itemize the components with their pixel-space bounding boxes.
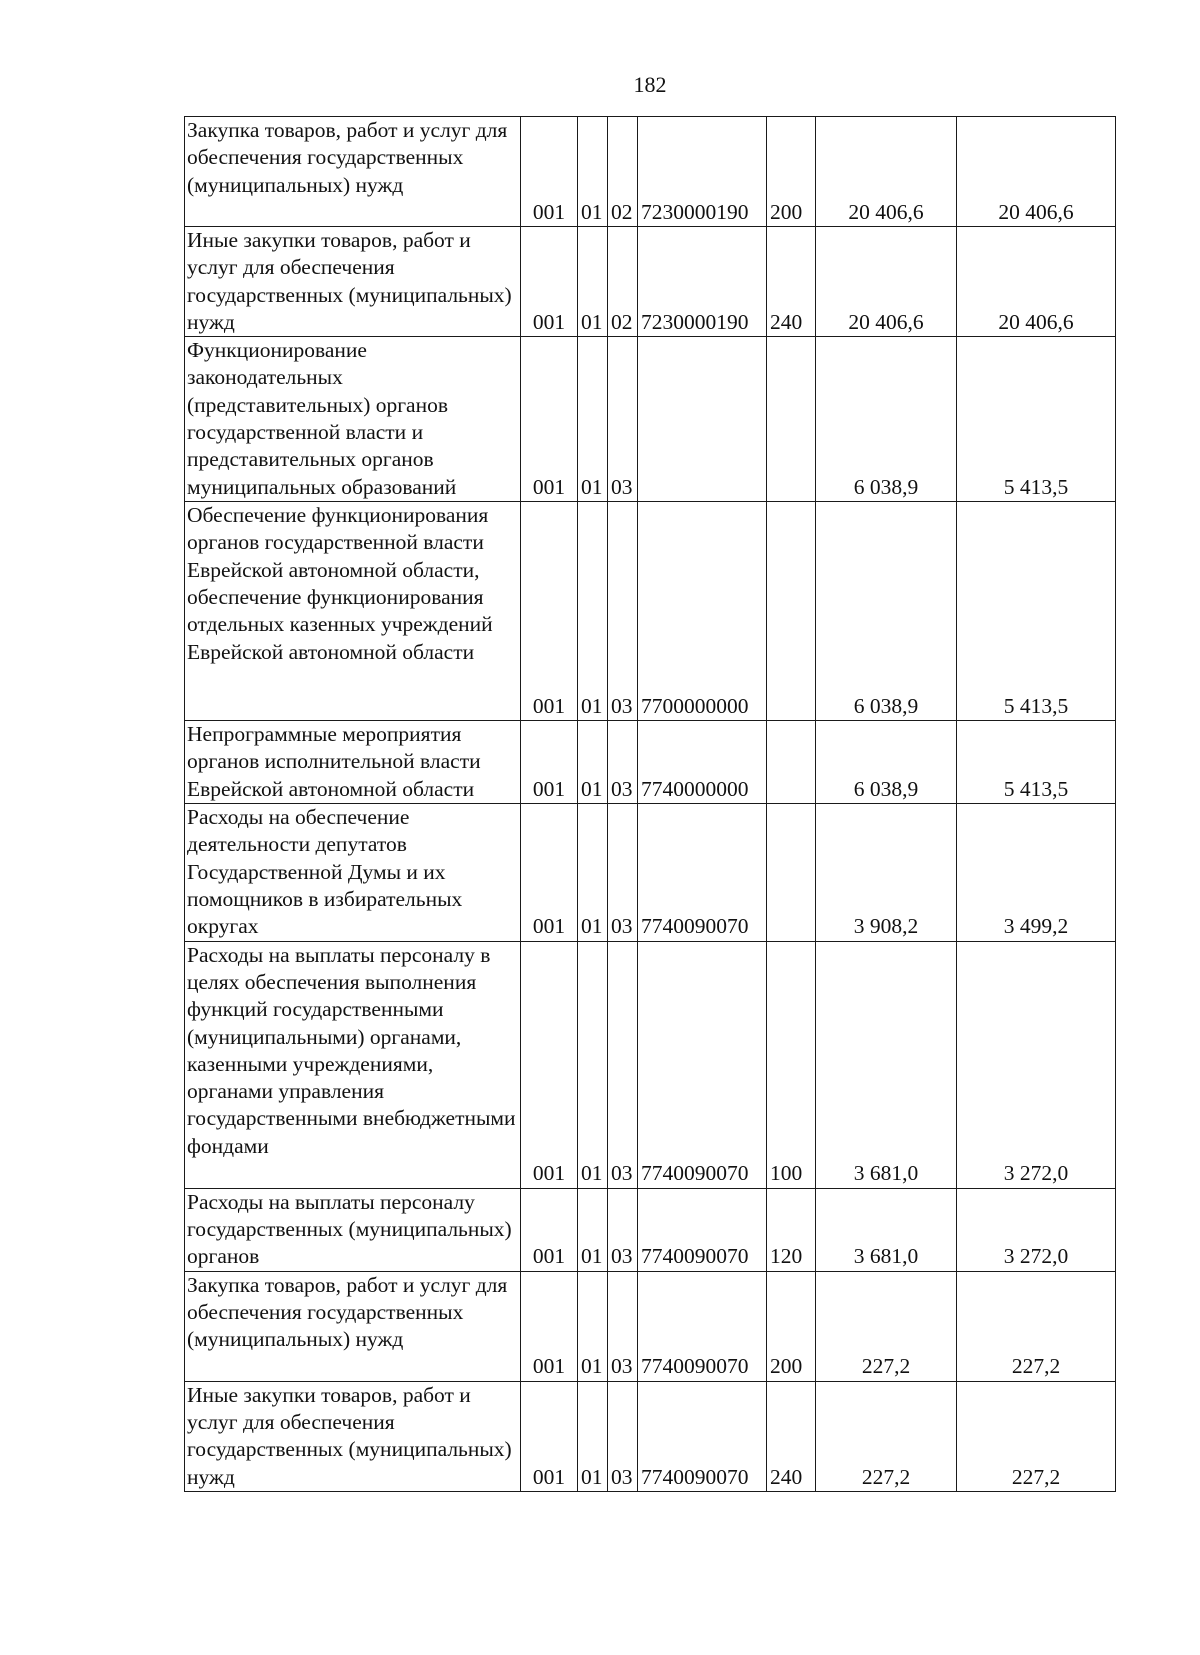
subsection-code: 03: [608, 1271, 638, 1381]
section-code: 01: [578, 941, 608, 1188]
table-row: [185, 1381, 1116, 1491]
subsection-code: 02: [608, 227, 638, 337]
target-item-code: 7740090070: [638, 804, 767, 941]
expense-type-code: [767, 337, 816, 502]
table-row: [185, 227, 1116, 337]
ved-code: 001: [521, 804, 578, 941]
expense-type-code: 240: [767, 227, 816, 337]
row-name: Закупка товаров, работ и услуг для обеспечения государственных (муниципальных) нужд: [185, 117, 521, 227]
target-item-code: 7740090070: [638, 1381, 767, 1491]
section-code: 01: [578, 227, 608, 337]
row-name: Иные закупки товаров, работ и услуг для обеспечения государственных (муниципальных) нужд: [185, 1381, 521, 1491]
row-name: Расходы на обеспечение деятельности депутатов Государственной Думы и их помощников в избирательных округах: [185, 804, 521, 941]
row-name: Функционирование законодательных (представительных) органов государственной власти и представительных органов муниципальных образований: [185, 337, 521, 502]
subsection-code: 03: [608, 337, 638, 502]
table-row: [185, 117, 1116, 227]
expense-type-code: 120: [767, 1188, 816, 1271]
expense-type-code: [767, 502, 816, 721]
target-item-code: 7740090070: [638, 941, 767, 1188]
subsection-code: 02: [608, 117, 638, 227]
subsection-code: 03: [608, 1188, 638, 1271]
section-code: 01: [578, 337, 608, 502]
target-item-code: 7230000190: [638, 117, 767, 227]
expense-type-code: 100: [767, 941, 816, 1188]
section-code: 01: [578, 1381, 608, 1491]
amount-1: 6 038,9: [816, 502, 957, 721]
row-name: Иные закупки товаров, работ и услуг для обеспечения государственных (муниципальных) нужд: [185, 227, 521, 337]
expense-type-code: [767, 721, 816, 804]
ved-code: 001: [521, 1381, 578, 1491]
budget-table: [184, 116, 1116, 1492]
expense-type-code: 200: [767, 117, 816, 227]
section-code: 01: [578, 1271, 608, 1381]
amount-1: 20 406,6: [816, 117, 957, 227]
amount-2: 5 413,5: [957, 721, 1116, 804]
ved-code: 001: [521, 502, 578, 721]
table-row: [185, 721, 1116, 804]
row-name: Расходы на выплаты персоналу в целях обеспечения выполнения функций государственными (муниципальными) органами, казенными учреждениями, органами управления государственными внебюджетными фондами: [185, 941, 521, 1188]
expense-type-code: 240: [767, 1381, 816, 1491]
section-code: 01: [578, 721, 608, 804]
amount-1: 20 406,6: [816, 227, 957, 337]
ved-code: 001: [521, 117, 578, 227]
subsection-code: 03: [608, 721, 638, 804]
ved-code: 001: [521, 227, 578, 337]
ved-code: 001: [521, 1271, 578, 1381]
amount-1: 6 038,9: [816, 337, 957, 502]
amount-1: 3 681,0: [816, 1188, 957, 1271]
amount-1: 3 681,0: [816, 941, 957, 1188]
target-item-code: [638, 337, 767, 502]
amount-2: 227,2: [957, 1271, 1116, 1381]
amount-2: 5 413,5: [957, 502, 1116, 721]
target-item-code: 7740090070: [638, 1188, 767, 1271]
table-row: [185, 502, 1116, 721]
target-item-code: 7230000190: [638, 227, 767, 337]
target-item-code: 7700000000: [638, 502, 767, 721]
amount-1: 227,2: [816, 1381, 957, 1491]
subsection-code: 03: [608, 804, 638, 941]
row-name: Непрограммные мероприятия органов исполнительной власти Еврейской автономной области: [185, 721, 521, 804]
ved-code: 001: [521, 941, 578, 1188]
amount-2: 3 499,2: [957, 804, 1116, 941]
section-code: 01: [578, 117, 608, 227]
target-item-code: 7740090070: [638, 1271, 767, 1381]
page-number: 182: [633, 72, 667, 97]
table-row: [185, 337, 1116, 502]
target-item-code: 7740000000: [638, 721, 767, 804]
ved-code: 001: [521, 337, 578, 502]
ved-code: 001: [521, 1188, 578, 1271]
subsection-code: 03: [608, 1381, 638, 1491]
row-name: Обеспечение функционирования органов государственной власти Еврейской автономной области, обеспечение функционирования отдельных казенных учреждений Еврейской автономной области: [185, 502, 521, 721]
subsection-code: 03: [608, 502, 638, 721]
row-name: Закупка товаров, работ и услуг для обеспечения государственных (муниципальных) нужд: [185, 1271, 521, 1381]
section-code: 01: [578, 804, 608, 941]
amount-2: 3 272,0: [957, 941, 1116, 1188]
table-row: [185, 804, 1116, 941]
row-name: Расходы на выплаты персоналу государственных (муниципальных) органов: [185, 1188, 521, 1271]
section-code: 01: [578, 1188, 608, 1271]
expense-type-code: 200: [767, 1271, 816, 1381]
table-row: [185, 941, 1116, 1188]
amount-1: 3 908,2: [816, 804, 957, 941]
table-row: [185, 1271, 1116, 1381]
subsection-code: 03: [608, 941, 638, 1188]
amount-2: 20 406,6: [957, 227, 1116, 337]
expense-type-code: [767, 804, 816, 941]
table-row: [185, 1188, 1116, 1271]
amount-2: 3 272,0: [957, 1188, 1116, 1271]
ved-code: 001: [521, 721, 578, 804]
section-code: 01: [578, 502, 608, 721]
amount-2: 20 406,6: [957, 117, 1116, 227]
amount-2: 5 413,5: [957, 337, 1116, 502]
amount-1: 6 038,9: [816, 721, 957, 804]
amount-1: 227,2: [816, 1271, 957, 1381]
amount-2: 227,2: [957, 1381, 1116, 1491]
